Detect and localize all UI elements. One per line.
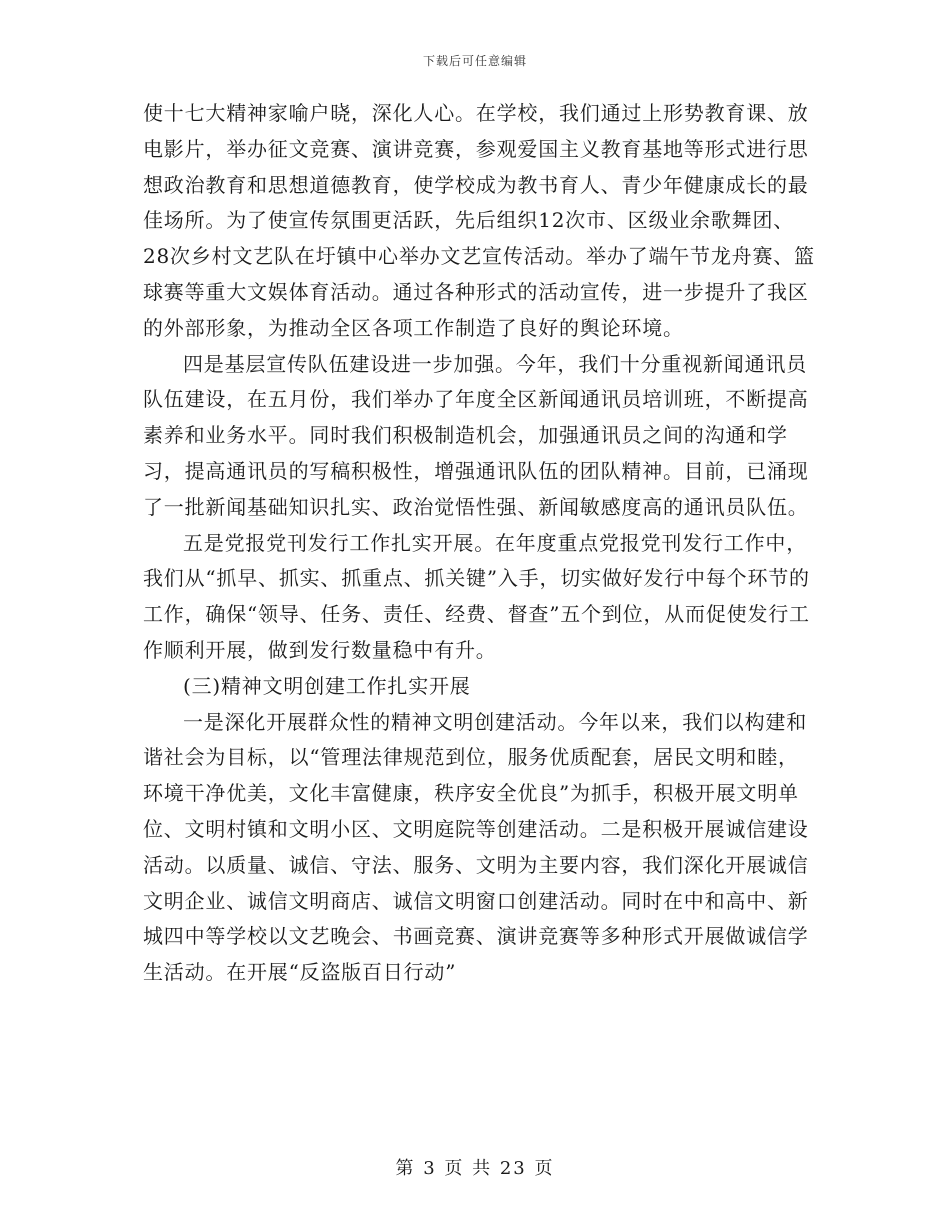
paragraph-continuation: 使十七大精神家喻户晓，深化人心。在学校，我们通过上形势教育课、放电影片，举办征文竞赛、演讲竞赛，参观爱国主义教育基地等形式进行思想政治教育和思想道德教育，使学校成为教书育人、青少年健康成长的最佳场所。为了使宣传氛围更活跃，先后组织12次市、区级业余歌舞团、28次乡村文艺队在圩镇中心举办文艺宣传活动。举办了端午节龙舟赛、篮球赛等重大文娱体育活动。通过各种形式的活动宣传，进一步提升了我区的外部形象，为推动全区各项工作制造了良好的舆论环境。 xyxy=(143,101,815,340)
paragraph-newspaper-distribution: 五是党报党刊发行工作扎实开展。在年度重点党报党刊发行工作中，我们从“抓早、抓实、抓重点、抓关键”入手，切实做好发行中每个环节的工作，确保“领导、任务、责任、经费、督查”五个到位，从而促使发行工作顺利开展，做到发行数量稳中有升。 xyxy=(143,530,810,662)
section-heading: (三)精神文明创建工作扎实开展 xyxy=(183,673,471,698)
paragraph-team-building: 四是基层宣传队伍建设进一步加强。今年，我们十分重视新闻通讯员队伍建设，在五月份，我们举办了年度全区新闻通讯员培训班，不断提高素养和业务水平。同时我们积极制造机会，加强通讯员之间的沟通和学习，提高通讯员的写稿积极性，增强通讯队伍的团队精神。目前，已涌现了一批新闻基础知识扎实、政治觉悟性强、新闻敏感度高的通讯员队伍。 xyxy=(143,351,809,519)
page-header: 下载后可任意编辑 xyxy=(422,54,527,68)
document-body xyxy=(143,96,815,991)
paragraph-civilization-creation: 一是深化开展群众性的精神文明创建活动。今年以来，我们以构建和谐社会为目标，以“管理法律规范到位，服务优质配套，居民文明和睦，环境干净优美，文化丰富健康，秩序安全优良”为抓手，积极开展文明单位、文明村镇和文明小区、文明庭院等创建活动。二是积极开展诚信建设活动。以质量、诚信、守法、服务、文明为主要内容，我们深化开展诚信文明企业、诚信文明商店、诚信文明窗口创建活动。同时在中和高中、新城四中等学校以文艺晚会、书画竞赛、演讲竞赛等多种形式开展做诚信学生活动。在开展“反盗版百日行动” xyxy=(143,709,809,985)
page-footer: 第 3 页 共 23 页 xyxy=(395,1158,555,1179)
